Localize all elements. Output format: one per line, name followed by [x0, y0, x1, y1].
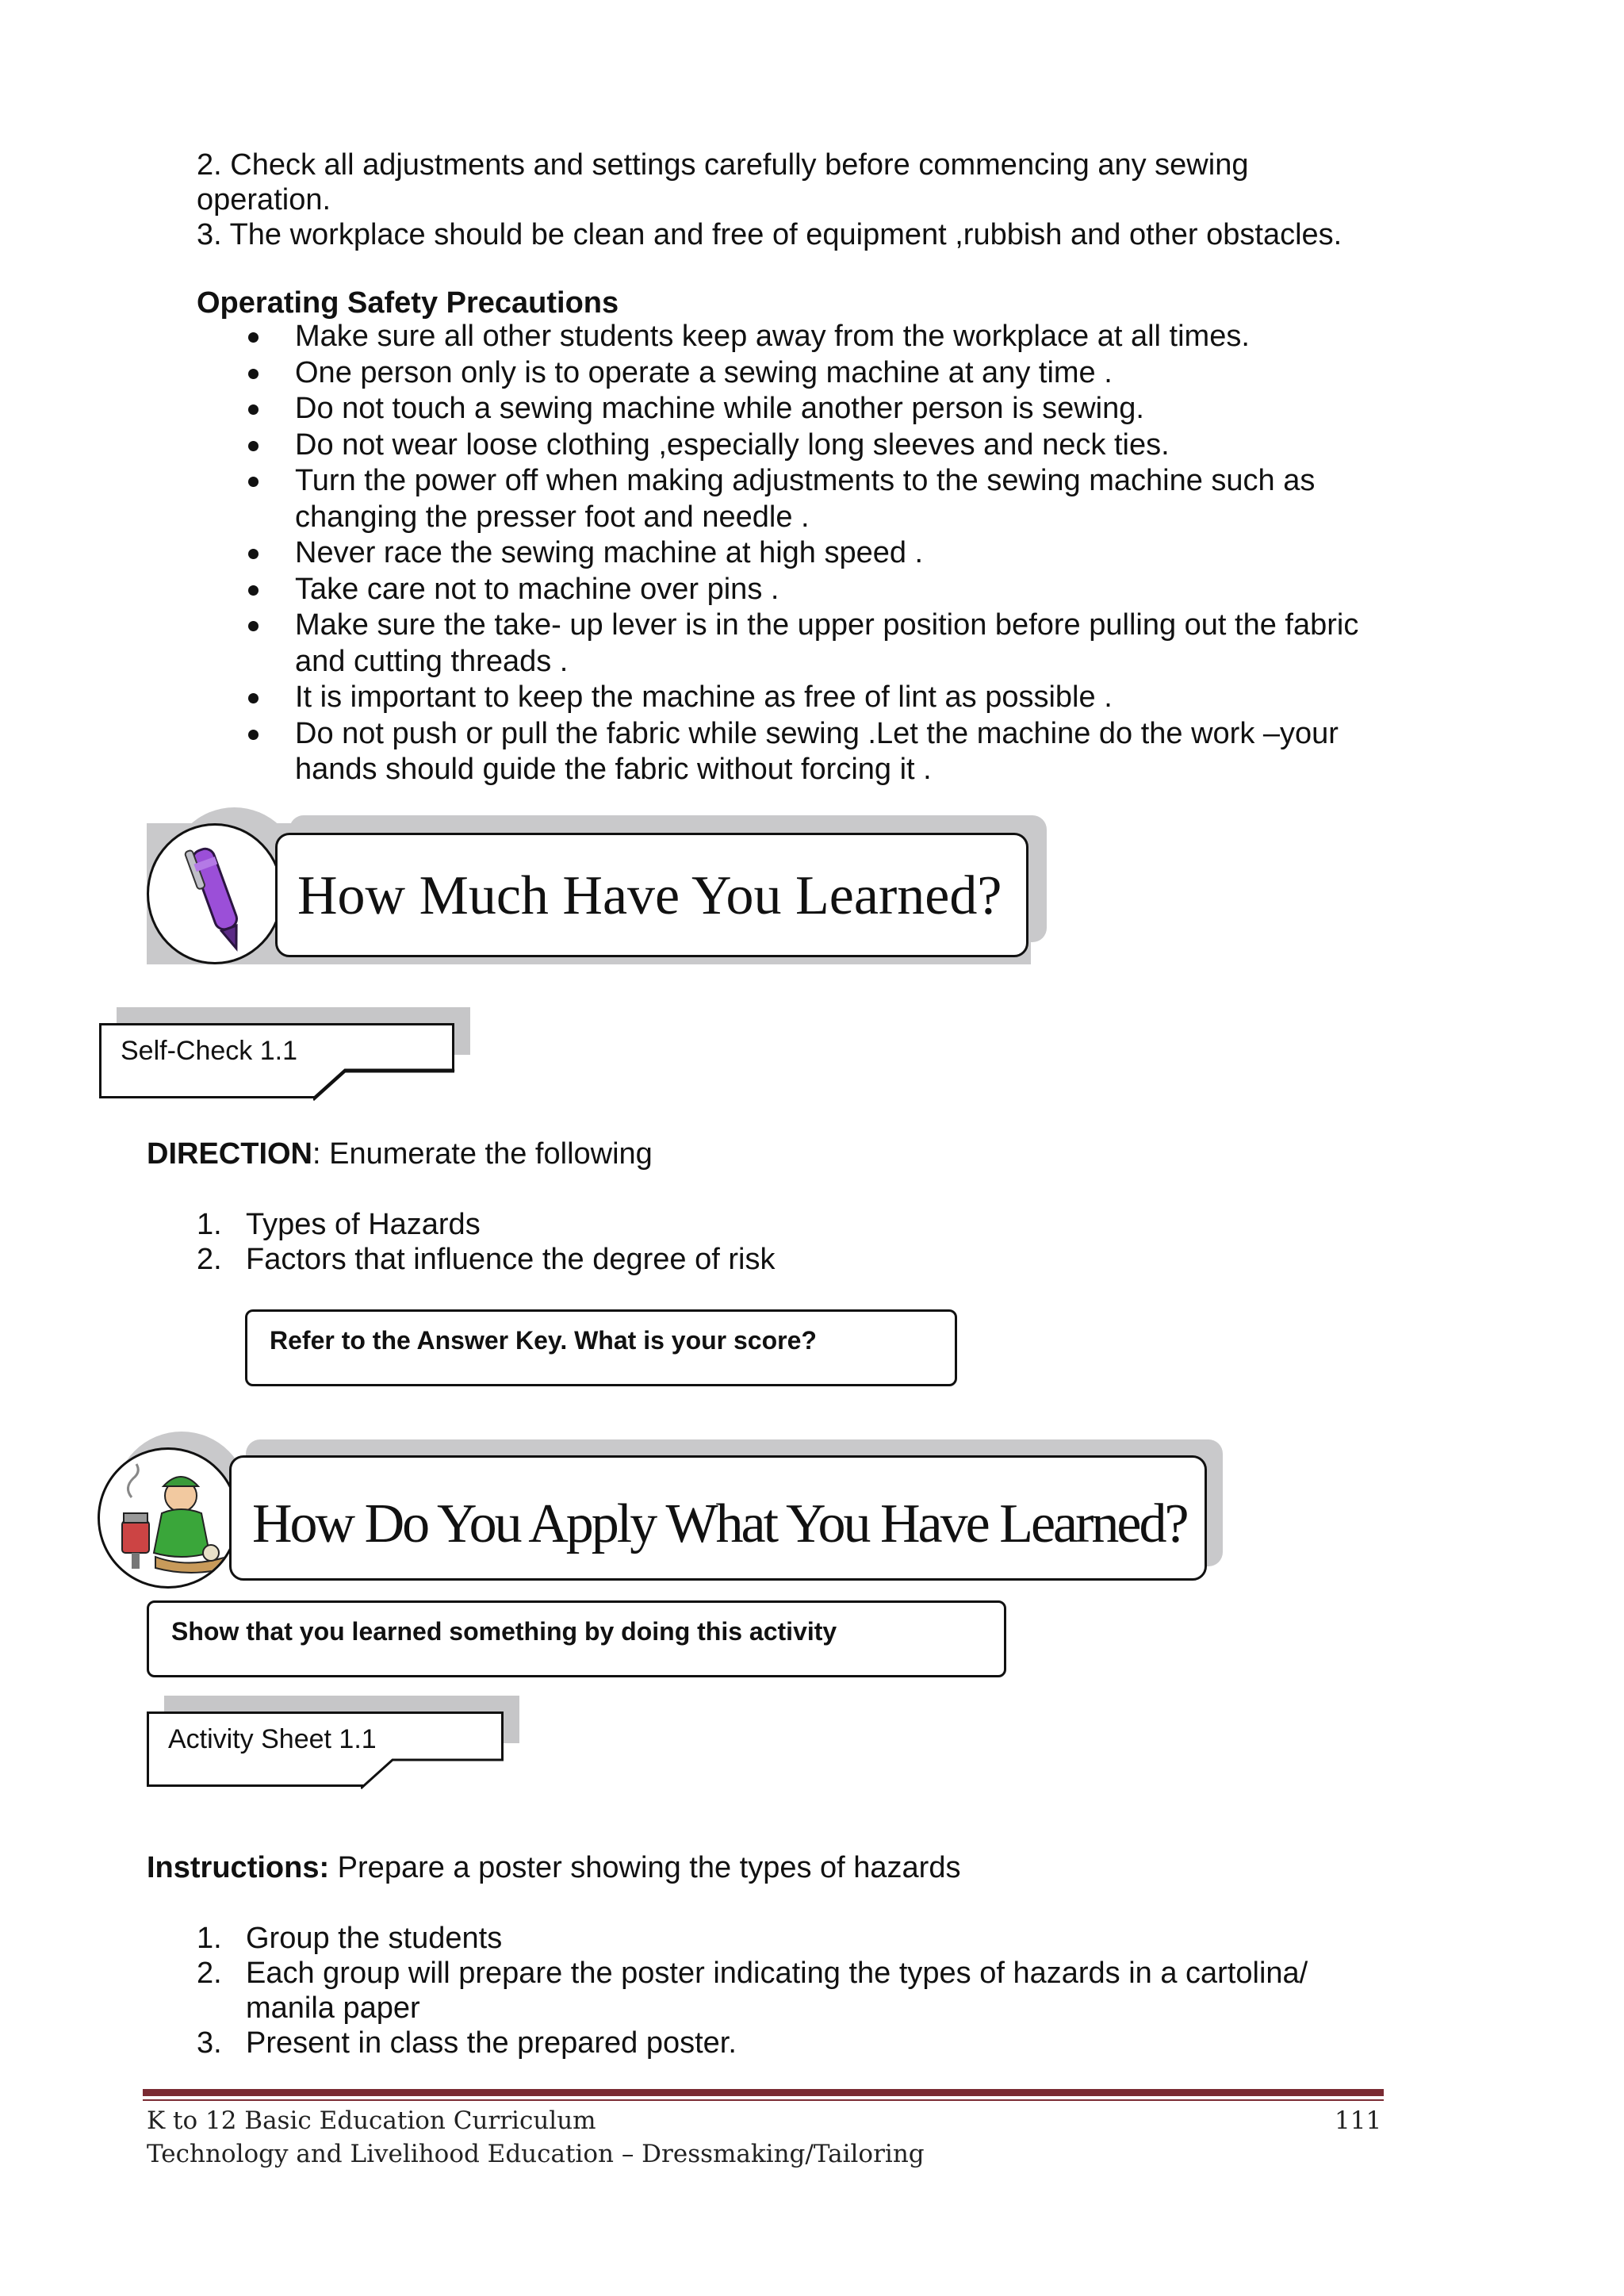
bullet-icon: [248, 730, 259, 740]
list-item: Never race the sewing machine at high speed .: [242, 535, 1400, 572]
bullet-icon: [248, 585, 259, 596]
list-item: It is important to keep the machine as free of lint as possible .: [242, 680, 1400, 716]
direction-line: DIRECTION: Enumerate the following: [147, 1137, 653, 1171]
list-item: Turn the power off when making adjustments to the sewing machine such as changing the presser foot and needle .: [242, 463, 1400, 535]
footer-curriculum: K to 12 Basic Education Curriculum: [147, 2106, 596, 2135]
bullet-icon: [248, 621, 259, 631]
bullet-icon: [248, 332, 259, 343]
section-title: How Much Have You Learned?: [297, 865, 1002, 926]
intro-item-3: 3. The workplace should be clean and free of equipment ,rubbish and other obstacles.: [197, 218, 1342, 251]
bullet-icon: [248, 369, 259, 379]
bullet-icon: [248, 441, 259, 451]
instruction-item: Group the students: [246, 1922, 503, 1955]
instruction-item: Present in class the prepared poster.: [246, 2026, 737, 2060]
instruction-number: 2.: [197, 1957, 222, 1990]
footer-subject: Technology and Livelihood Education – Dressmaking/Tailoring: [147, 2140, 925, 2168]
self-check-label: Self-Check 1.1: [121, 1036, 297, 1066]
list-item: Do not push or pull the fabric while sewing .Let the machine do the work –your hands should guide the fabric without forcing it .: [242, 716, 1400, 788]
enum-number: 1.: [197, 1208, 222, 1241]
bullet-icon: [248, 549, 259, 559]
footer-rule-thin: [143, 2099, 1384, 2101]
list-item: Do not touch a sewing machine while another person is sewing.: [242, 391, 1400, 427]
page-curl-icon: [313, 1067, 458, 1102]
precautions-heading: Operating Safety Precautions: [197, 286, 619, 320]
instruction-item-continued: manila paper: [246, 1991, 420, 2025]
activity-note-text: Show that you learned something by doing this activity: [171, 1617, 837, 1646]
page-number: 111: [1335, 2106, 1382, 2135]
intro-item-2-line-2: operation.: [197, 183, 331, 217]
instruction-number: 1.: [197, 1922, 222, 1955]
enum-number: 2.: [197, 1243, 222, 1276]
instruction-number: 3.: [197, 2026, 222, 2060]
pen-icon: [147, 823, 283, 964]
instructions-line: Instructions: Prepare a poster showing the types of hazards: [147, 1851, 961, 1884]
list-item: Do not wear loose clothing ,especially long sleeves and neck ties.: [242, 427, 1400, 464]
answer-key-text: Refer to the Answer Key. What is your score?: [270, 1326, 817, 1355]
list-item: Make sure the take- up lever is in the upper position before pulling out the fabric and cutting threads .: [242, 608, 1400, 680]
enum-item: Types of Hazards: [246, 1208, 481, 1241]
section-title: How Do You Apply What You Have Learned?: [252, 1493, 1187, 1554]
bullet-icon: [248, 693, 259, 703]
precautions-list: [242, 319, 1400, 788]
instruction-item: Each group will prepare the poster indicating the types of hazards in a cartolina/: [246, 1957, 1308, 1990]
list-item: Take care not to machine over pins .: [242, 572, 1400, 608]
footer-rule: [143, 2089, 1384, 2096]
list-item: One person only is to operate a sewing machine at any time .: [242, 355, 1400, 392]
tailor-sewing-icon: [98, 1447, 239, 1589]
enum-item: Factors that influence the degree of risk: [246, 1243, 776, 1276]
page-curl-icon: [361, 1755, 507, 1790]
activity-sheet-label: Activity Sheet 1.1: [168, 1724, 377, 1754]
bullet-icon: [248, 404, 259, 415]
intro-item-2-line-1: 2. Check all adjustments and settings carefully before commencing any sewing: [197, 148, 1249, 182]
list-item: Make sure all other students keep away from the workplace at all times.: [242, 319, 1400, 355]
bullet-icon: [248, 477, 259, 487]
